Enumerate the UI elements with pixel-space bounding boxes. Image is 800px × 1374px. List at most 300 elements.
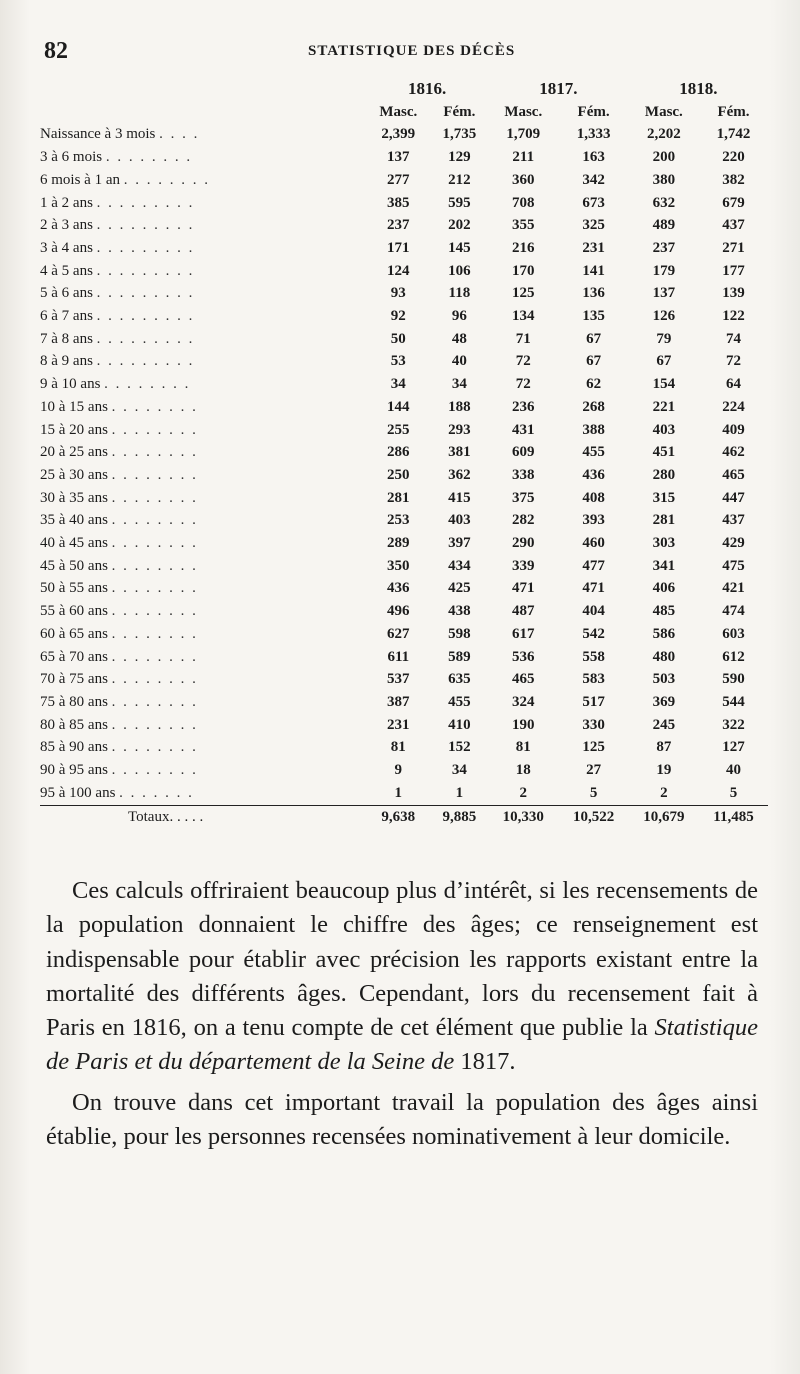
sex-header: Masc. [644, 103, 683, 120]
value-cell: 34 [451, 376, 467, 393]
value-cell: 96 [451, 308, 467, 325]
value-cell: 293 [448, 421, 471, 438]
age-label: 3 à 4 ans [40, 239, 93, 256]
deaths-by-age-table [40, 78, 768, 828]
value-cell: 409 [722, 421, 745, 438]
age-label-cell [40, 623, 366, 646]
value-cell: 387 [387, 693, 410, 710]
table-row [40, 419, 768, 442]
value-cell: 141 [582, 262, 605, 279]
age-label-cell [40, 782, 366, 805]
value-cell: 496 [387, 603, 410, 620]
age-label: 70 à 75 ans [40, 671, 108, 688]
value-cell: 280 [652, 466, 676, 483]
value-cell: 221 [652, 398, 676, 415]
total-cell: 10,679 [629, 805, 699, 828]
age-label: 65 à 70 ans [40, 648, 108, 665]
age-label: 55 à 60 ans [40, 603, 108, 620]
age-label: 95 à 100 ans [40, 784, 116, 801]
value-cell: 341 [652, 557, 676, 574]
age-label-cell [40, 691, 366, 714]
age-label-cell [40, 464, 366, 487]
age-label: 50 à 55 ans [40, 580, 108, 597]
value-cell: 81 [515, 739, 531, 756]
value-cell: 72 [515, 376, 531, 393]
table-row [40, 441, 768, 464]
age-label: 9 à 10 ans [40, 376, 101, 393]
value-cell: 589 [448, 648, 471, 665]
corner-cell [40, 78, 366, 101]
value-cell: 137 [652, 285, 676, 302]
age-label: 35 à 40 ans [40, 512, 108, 529]
paragraph-text: Ces calculs offriraient beaucoup plus d’intérêt, si les recensements de la population donnaient le chiffre des âges; ce renseignement est indispensable pour établir avec précision les rapports existant entre la mortalité des différents âges. Cependant, lors du recensement fait à Paris en 1816, on a tenu compte de cet élément que publie la [46, 877, 758, 1042]
sex-header-row [40, 101, 768, 124]
value-cell: 487 [512, 603, 535, 620]
value-cell: 437 [722, 512, 745, 529]
value-cell: 200 [652, 149, 676, 166]
table-row [40, 396, 768, 419]
table-row [40, 555, 768, 578]
value-cell: 471 [512, 580, 535, 597]
sex-header: Masc. [504, 103, 543, 120]
value-cell: 282 [512, 512, 535, 529]
leader-dots: . . . . . . . . [111, 625, 198, 642]
table-row [40, 146, 768, 169]
table-row [40, 237, 768, 260]
age-label: 60 à 65 ans [40, 625, 108, 642]
value-cell: 34 [451, 762, 467, 779]
value-cell: 595 [448, 194, 471, 211]
value-cell: 64 [726, 376, 741, 393]
age-label-cell [40, 646, 366, 669]
value-cell: 127 [722, 739, 745, 756]
value-cell: 455 [582, 444, 605, 461]
leader-dots: . . . . . . . . [111, 444, 198, 461]
table-row [40, 282, 768, 305]
value-cell: 179 [652, 262, 676, 279]
age-label: 5 à 6 ans [40, 285, 93, 302]
table-row [40, 532, 768, 555]
year-header: 1817. [539, 79, 578, 98]
value-cell: 438 [448, 603, 471, 620]
value-cell: 382 [722, 171, 745, 188]
value-cell: 139 [722, 285, 745, 302]
value-cell: 245 [652, 716, 676, 733]
value-cell: 281 [652, 512, 676, 529]
value-cell: 19 [656, 762, 672, 779]
value-cell: 67 [586, 330, 602, 347]
value-cell: 324 [512, 693, 535, 710]
value-cell: 250 [387, 466, 410, 483]
value-cell: 137 [387, 149, 410, 166]
value-cell: 255 [387, 421, 410, 438]
age-label: 10 à 15 ans [40, 398, 108, 415]
value-cell: 436 [582, 466, 605, 483]
leader-dots: . . . . . . . . . [96, 194, 195, 211]
value-cell: 34 [390, 376, 406, 393]
value-cell: 224 [722, 398, 745, 415]
table-row [40, 668, 768, 691]
age-label: 45 à 50 ans [40, 557, 108, 574]
value-cell: 231 [387, 716, 410, 733]
age-label-cell [40, 282, 366, 305]
value-cell: 485 [652, 603, 676, 620]
value-cell: 460 [582, 535, 605, 552]
value-cell: 537 [387, 671, 410, 688]
age-label-cell [40, 123, 366, 146]
page-number: 82 [44, 38, 68, 64]
age-label-cell [40, 419, 366, 442]
age-label: 4 à 5 ans [40, 262, 93, 279]
value-cell: 2 [660, 784, 668, 801]
value-cell: 253 [387, 512, 410, 529]
value-cell: 627 [387, 625, 410, 642]
value-cell: 477 [582, 557, 605, 574]
age-label-cell [40, 759, 366, 782]
value-cell: 617 [512, 625, 535, 642]
value-cell: 144 [387, 398, 410, 415]
value-cell: 1,333 [576, 126, 611, 143]
value-cell: 708 [512, 194, 535, 211]
value-cell: 465 [512, 671, 535, 688]
leader-dots: . . . . . . . . . [96, 308, 195, 325]
age-label-cell [40, 146, 366, 169]
value-cell: 125 [512, 285, 535, 302]
value-cell: 632 [652, 194, 676, 211]
value-cell: 124 [387, 262, 410, 279]
age-label-cell [40, 305, 366, 328]
value-cell: 415 [448, 489, 471, 506]
value-cell: 397 [448, 535, 471, 552]
value-cell: 603 [722, 625, 745, 642]
sex-header: Fém. [717, 103, 750, 120]
value-cell: 171 [387, 239, 410, 256]
page-header [40, 38, 760, 68]
value-cell: 429 [722, 535, 745, 552]
age-label: 40 à 45 ans [40, 535, 108, 552]
value-cell: 18 [515, 762, 531, 779]
table-row [40, 782, 768, 805]
value-cell: 380 [652, 171, 676, 188]
value-cell: 211 [512, 149, 535, 166]
sex-header: Masc. [379, 103, 418, 120]
leader-dots: . . . . . . . . [105, 149, 193, 166]
value-cell: 62 [586, 376, 602, 393]
table-row [40, 714, 768, 737]
age-label: 80 à 85 ans [40, 716, 108, 733]
age-label: 2 à 3 ans [40, 217, 93, 234]
leader-dots: . . . . . . . . . [96, 217, 195, 234]
age-label-cell [40, 373, 366, 396]
value-cell: 503 [652, 671, 676, 688]
value-cell: 236 [512, 398, 535, 415]
value-cell: 410 [448, 716, 471, 733]
value-cell: 434 [448, 557, 471, 574]
age-label: 25 à 30 ans [40, 466, 108, 483]
total-cell: 10,522 [558, 805, 628, 828]
value-cell: 53 [390, 353, 406, 370]
value-cell: 408 [582, 489, 605, 506]
table-row [40, 577, 768, 600]
table-body [40, 123, 768, 805]
value-cell: 465 [722, 466, 745, 483]
leader-dots: . . . . . . . . [111, 762, 198, 779]
value-cell: 212 [448, 171, 471, 188]
table-row [40, 509, 768, 532]
leader-dots: . . . . . . . . . [96, 353, 195, 370]
total-cell: 9,885 [431, 805, 489, 828]
value-cell: 281 [387, 489, 410, 506]
value-cell: 436 [387, 580, 410, 597]
value-cell: 403 [448, 512, 471, 529]
value-cell: 5 [729, 784, 738, 801]
value-cell: 369 [652, 693, 676, 710]
value-cell: 170 [512, 262, 535, 279]
leader-dots: . . . . . . . . [123, 171, 210, 188]
leader-dots: . . . . . . . . [111, 648, 198, 665]
leader-dots: . . . . . . . [119, 784, 194, 801]
value-cell: 583 [582, 671, 605, 688]
leader-dots: . . . . . . . . [111, 603, 198, 620]
value-cell: 471 [582, 580, 605, 597]
value-cell: 339 [512, 557, 535, 574]
value-cell: 220 [722, 149, 745, 166]
value-cell: 72 [726, 353, 741, 370]
leader-dots: . . . . . . . . [104, 376, 191, 393]
table-row [40, 487, 768, 510]
leader-dots: . . . . . . . . [111, 466, 198, 483]
value-cell: 342 [582, 171, 605, 188]
value-cell: 609 [512, 444, 535, 461]
leader-dots: . . . . . . . . [111, 716, 198, 733]
value-cell: 360 [512, 171, 535, 188]
table-row [40, 169, 768, 192]
value-cell: 322 [722, 716, 745, 733]
age-label-cell [40, 237, 366, 260]
value-cell: 72 [515, 353, 531, 370]
value-cell: 1 [455, 784, 464, 801]
leader-dots: . . . . . . . . . [96, 330, 195, 347]
value-cell: 126 [652, 308, 676, 325]
value-cell: 1 [394, 784, 403, 801]
value-cell: 71 [515, 330, 531, 347]
value-cell: 67 [586, 353, 602, 370]
value-cell: 303 [652, 535, 676, 552]
age-label-cell [40, 192, 366, 215]
age-label-cell [40, 328, 366, 351]
value-cell: 338 [512, 466, 535, 483]
leader-dots: . . . . . . . . . [96, 262, 195, 279]
value-cell: 403 [652, 421, 676, 438]
value-cell: 315 [652, 489, 676, 506]
value-cell: 2 [519, 784, 528, 801]
age-label-cell [40, 214, 366, 237]
value-cell: 2,202 [646, 126, 681, 143]
leader-dots: . . . . . . . . [111, 398, 198, 415]
age-label-cell [40, 668, 366, 691]
leader-dots: . . . . . . . . [111, 535, 198, 552]
value-cell: 277 [387, 171, 410, 188]
value-cell: 286 [387, 444, 410, 461]
total-cell: 11,485 [699, 805, 768, 828]
value-cell: 362 [448, 466, 471, 483]
age-label-cell [40, 350, 366, 373]
table-row [40, 691, 768, 714]
paragraph [46, 874, 758, 1080]
value-cell: 421 [722, 580, 745, 597]
value-cell: 92 [390, 308, 406, 325]
value-cell: 598 [448, 625, 471, 642]
paragraph-text-end: 1817. [454, 1048, 516, 1076]
age-label-cell [40, 577, 366, 600]
value-cell: 375 [512, 489, 535, 506]
table-row [40, 373, 768, 396]
value-cell: 635 [448, 671, 471, 688]
value-cell: 81 [390, 739, 406, 756]
value-cell: 355 [512, 217, 535, 234]
value-cell: 673 [582, 194, 605, 211]
sex-header: Fém. [443, 103, 476, 120]
table-row [40, 350, 768, 373]
table-row [40, 328, 768, 351]
leader-dots: . . . . . . . . [111, 557, 198, 574]
value-cell: 431 [512, 421, 535, 438]
age-label: 20 à 25 ans [40, 444, 108, 461]
age-label-cell [40, 509, 366, 532]
value-cell: 289 [387, 535, 410, 552]
value-cell: 1,709 [506, 126, 541, 143]
table-row [40, 600, 768, 623]
value-cell: 50 [390, 330, 406, 347]
value-cell: 455 [448, 693, 471, 710]
leader-dots: . . . . . . . . [111, 739, 198, 756]
table-row [40, 214, 768, 237]
totals-row [40, 805, 768, 828]
body-text [46, 874, 758, 1160]
value-cell: 122 [722, 308, 745, 325]
value-cell: 381 [448, 444, 471, 461]
value-cell: 451 [652, 444, 676, 461]
value-cell: 330 [582, 716, 605, 733]
value-cell: 404 [582, 603, 605, 620]
value-cell: 406 [652, 580, 676, 597]
publication-title: Statistique de Paris et du département de la Seine de [46, 1014, 758, 1076]
value-cell: 202 [448, 217, 471, 234]
value-cell: 489 [652, 217, 676, 234]
age-label: 7 à 8 ans [40, 330, 93, 347]
value-cell: 544 [722, 693, 745, 710]
table-row [40, 192, 768, 215]
leader-dots: . . . . [159, 126, 200, 143]
value-cell: 611 [387, 648, 410, 665]
value-cell: 152 [448, 739, 471, 756]
age-label-cell [40, 714, 366, 737]
totals-label: Totaux. . . . . [40, 805, 366, 828]
value-cell: 5 [589, 784, 598, 801]
value-cell: 590 [722, 671, 745, 688]
value-cell: 145 [448, 239, 471, 256]
value-cell: 163 [582, 149, 605, 166]
value-cell: 388 [582, 421, 605, 438]
table-row [40, 759, 768, 782]
year-header: 1816. [407, 79, 447, 98]
age-label-cell [40, 555, 366, 578]
value-cell: 40 [726, 762, 741, 779]
age-label-cell [40, 441, 366, 464]
value-cell: 136 [582, 285, 605, 302]
value-cell: 74 [726, 330, 741, 347]
age-label-cell [40, 487, 366, 510]
age-label: 15 à 20 ans [40, 421, 108, 438]
value-cell: 188 [448, 398, 471, 415]
value-cell: 268 [582, 398, 605, 415]
value-cell: 2,399 [381, 126, 416, 143]
value-cell: 177 [722, 262, 745, 279]
value-cell: 40 [451, 353, 467, 370]
age-label: 6 à 7 ans [40, 308, 93, 325]
value-cell: 679 [722, 194, 745, 211]
value-cell: 231 [582, 239, 605, 256]
table-row [40, 646, 768, 669]
table-row [40, 260, 768, 283]
year-header-row [40, 78, 768, 101]
table-row [40, 123, 768, 146]
value-cell: 93 [390, 285, 406, 302]
value-cell: 134 [512, 308, 535, 325]
value-cell: 48 [451, 330, 467, 347]
value-cell: 475 [722, 557, 745, 574]
value-cell: 87 [656, 739, 672, 756]
value-cell: 67 [656, 353, 672, 370]
age-label: 8 à 9 ans [40, 353, 93, 370]
value-cell: 125 [582, 739, 605, 756]
age-label-cell [40, 532, 366, 555]
value-cell: 237 [387, 217, 410, 234]
table-row [40, 623, 768, 646]
value-cell: 190 [512, 716, 535, 733]
value-cell: 118 [448, 285, 471, 302]
value-cell: 1,742 [716, 126, 751, 143]
value-cell: 480 [652, 648, 676, 665]
age-label: 30 à 35 ans [40, 489, 108, 506]
value-cell: 612 [722, 648, 745, 665]
value-cell: 542 [582, 625, 605, 642]
value-cell: 135 [582, 308, 605, 325]
table-row [40, 305, 768, 328]
year-header: 1818. [679, 79, 718, 98]
table-row [40, 736, 768, 759]
leader-dots: . . . . . . . . [111, 489, 198, 506]
age-label: 85 à 90 ans [40, 739, 108, 756]
leader-dots: . . . . . . . . [111, 421, 198, 438]
leader-dots: . . . . . . . . [111, 693, 198, 710]
age-label-cell [40, 736, 366, 759]
value-cell: 393 [582, 512, 605, 529]
running-title: STATISTIQUE DES DÉCÈS [308, 43, 516, 59]
age-label-cell [40, 600, 366, 623]
value-cell: 536 [512, 648, 535, 665]
age-label: 90 à 95 ans [40, 762, 108, 779]
value-cell: 447 [722, 489, 745, 506]
value-cell: 558 [582, 648, 605, 665]
value-cell: 27 [586, 762, 602, 779]
value-cell: 271 [722, 239, 745, 256]
sex-header: Fém. [577, 103, 610, 120]
value-cell: 154 [652, 376, 676, 393]
value-cell: 79 [656, 330, 672, 347]
paragraph: On trouve dans cet important travail la population des âges ainsi établie, pour les personnes recensées nominativement à leur domicile. [46, 1088, 758, 1151]
value-cell: 517 [582, 693, 605, 710]
